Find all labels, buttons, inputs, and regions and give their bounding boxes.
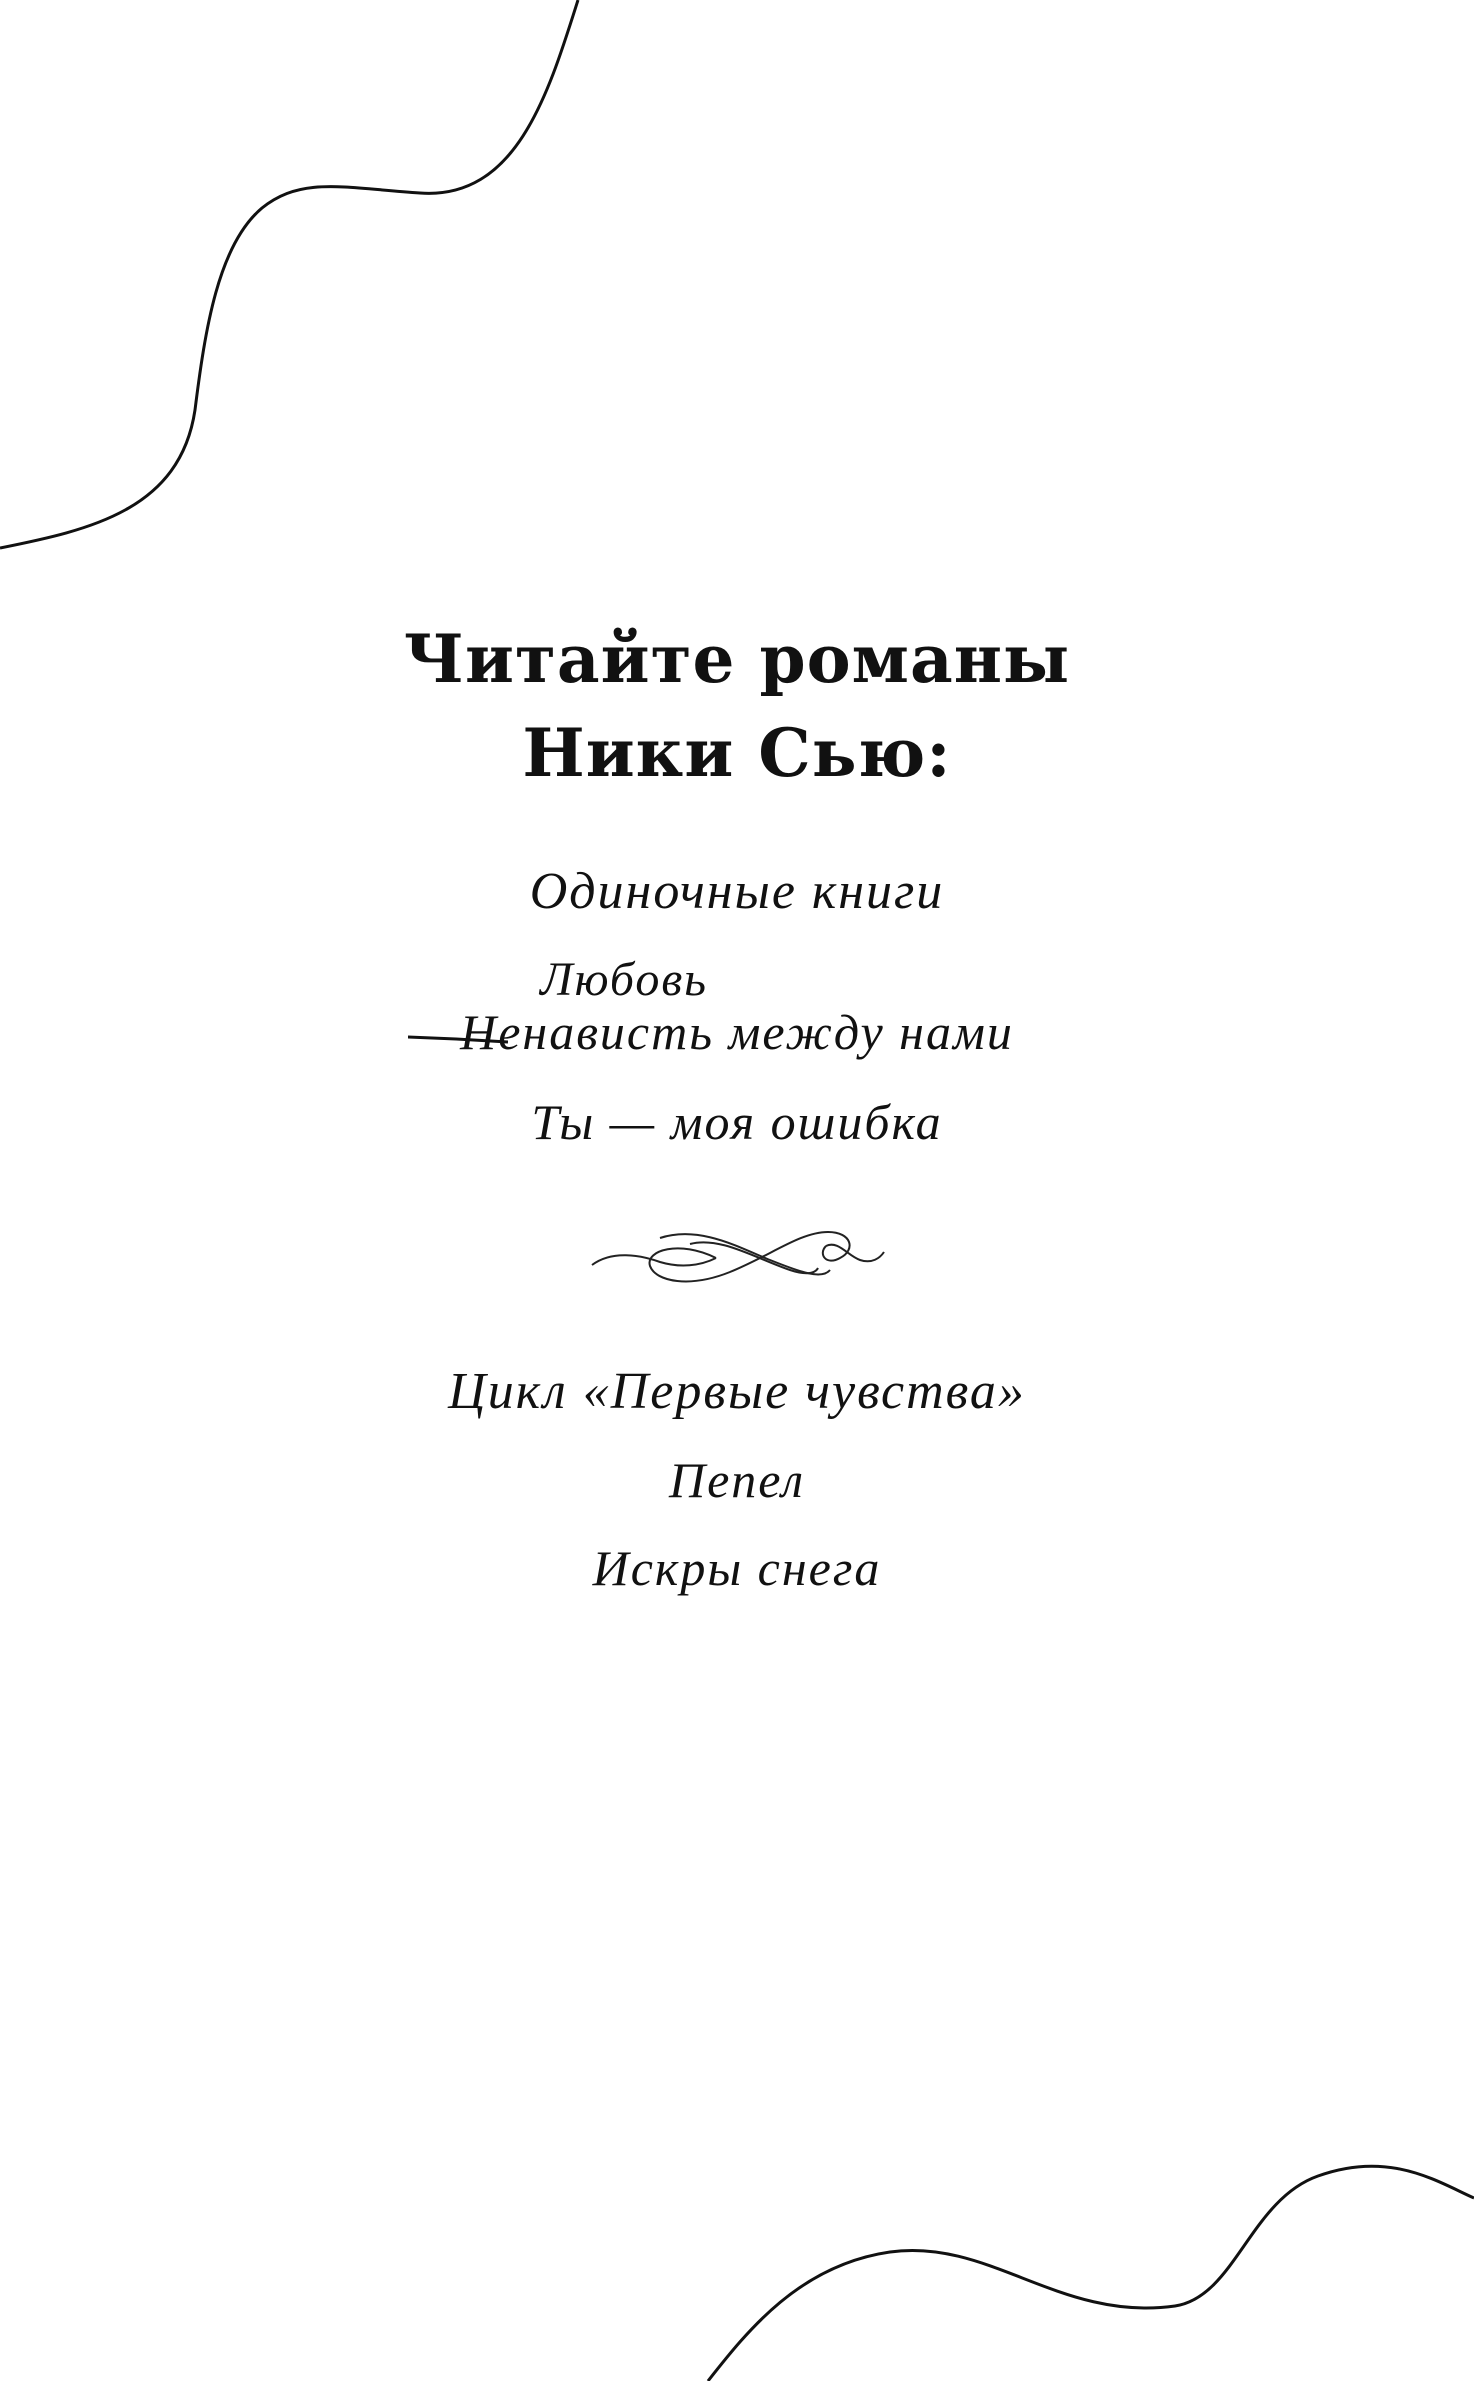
struck-word-group [460, 953, 714, 1062]
section-heading-standalone: Одиночные книги [529, 863, 945, 920]
corner-wave-bottom-right [708, 2166, 1474, 2381]
book-title-ash: Пепел [668, 1452, 806, 1508]
corner-wave-top-left [0, 0, 578, 548]
page-title-line-2: Ники Сью: [522, 714, 952, 792]
divider-flourish [592, 1232, 884, 1281]
book-title-love-between-us [0, 953, 1474, 1062]
book-title-snow-sparks: Искры снега [592, 1540, 882, 1596]
struck-word: Ненависть [460, 1004, 714, 1060]
page-title [0, 612, 1474, 800]
book-title-rest: между нами [713, 1004, 1014, 1060]
strikethrough-line [408, 1034, 508, 1044]
handwritten-correction: Любовь [540, 953, 709, 1006]
section-heading-series: Цикл «Первые чувства» [448, 1363, 1026, 1420]
page-title-line-1: Читайте романы [403, 620, 1071, 698]
book-title-you-are-my-mistake: Ты — моя ошибка [531, 1094, 943, 1150]
